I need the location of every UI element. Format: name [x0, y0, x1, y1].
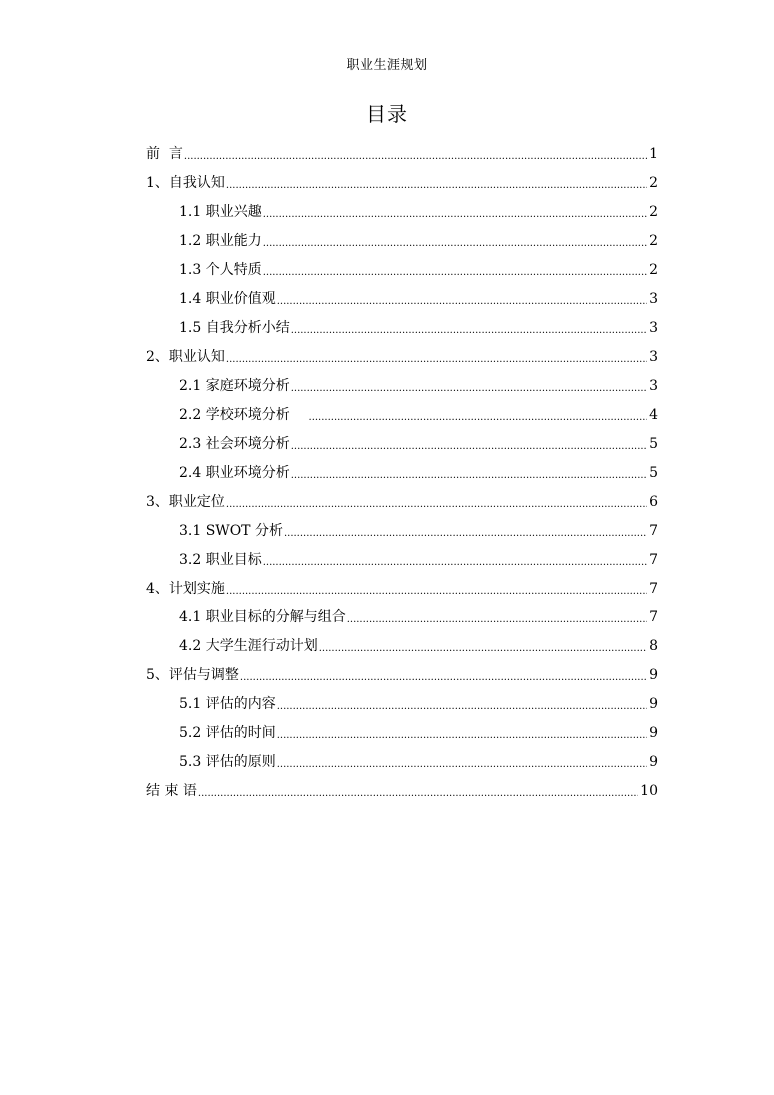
toc-dot-leader	[291, 322, 647, 340]
toc-section-entry[interactable]	[146, 429, 658, 458]
toc-page-number: 3	[649, 320, 658, 337]
toc-page-number: 1	[649, 146, 658, 163]
toc-dot-leader	[347, 611, 647, 629]
toc-section-entry[interactable]	[146, 400, 658, 429]
toc-section-entry[interactable]	[146, 719, 658, 748]
toc-page-number: 3	[649, 377, 658, 394]
toc-page-number: 7	[649, 580, 658, 597]
toc-section-entry[interactable]	[146, 458, 658, 487]
toc-entry-label: 1.1 职业兴趣	[179, 204, 262, 221]
toc-entry-label: 2.4 职业环境分析	[179, 464, 290, 481]
toc-section-entry[interactable]	[146, 545, 658, 574]
toc-dot-leader	[263, 235, 647, 253]
toc-dot-leader	[291, 467, 647, 485]
toc-page-number: 2	[649, 204, 658, 221]
toc-entry-label: 5.2 评估的时间	[179, 725, 276, 742]
toc-section-entry[interactable]	[146, 256, 658, 285]
toc-section-entry[interactable]	[146, 314, 658, 343]
toc-dot-leader	[277, 727, 647, 745]
toc-dot-leader	[309, 409, 648, 427]
toc-entry-label: 前 言	[146, 146, 183, 163]
toc-entry-label: 3.1 SWOT 分析	[179, 522, 283, 539]
toc-chapter-entry[interactable]	[146, 661, 658, 690]
toc-entry-label: 5、评估与调整	[146, 667, 239, 684]
toc-section-entry[interactable]	[146, 632, 658, 661]
toc-dot-leader	[319, 640, 647, 658]
toc-chapter-entry[interactable]	[146, 487, 658, 516]
toc-entry-label: 2.2 学校环境分析	[179, 406, 308, 423]
toc-entry-label: 4、计划实施	[146, 580, 225, 597]
toc-section-entry[interactable]	[146, 227, 658, 256]
toc-page-number: 3	[649, 291, 658, 308]
toc-page-number: 6	[649, 493, 658, 510]
toc-dot-leader	[284, 525, 647, 543]
toc-page-number: 2	[649, 262, 658, 279]
toc-page-number: 4	[649, 406, 658, 423]
toc-page-number: 9	[649, 754, 658, 771]
toc-page-number: 9	[649, 696, 658, 713]
toc-section-entry[interactable]	[146, 516, 658, 545]
toc-entry-label: 1.2 职业能力	[179, 233, 262, 250]
toc-dot-leader	[198, 785, 638, 803]
toc-dot-leader	[291, 438, 647, 456]
toc-dot-leader	[263, 206, 647, 224]
toc-dot-leader	[226, 583, 647, 601]
toc-chapter-entry[interactable]	[146, 140, 658, 169]
toc-section-entry[interactable]	[146, 198, 658, 227]
toc-section-entry[interactable]	[146, 748, 658, 777]
toc-page-number: 9	[649, 725, 658, 742]
toc-dot-leader	[226, 177, 647, 195]
toc-entry-label: 4.2 大学生涯行动计划	[179, 638, 318, 655]
toc-dot-leader	[277, 293, 647, 311]
toc-page-number: 2	[649, 175, 658, 192]
toc-dot-leader	[277, 698, 647, 716]
toc-entry-label: 1、自我认知	[146, 175, 225, 192]
toc-page-number: 3	[649, 349, 658, 366]
toc-entry-label: 1.3 个人特质	[179, 262, 262, 279]
toc-page-number: 10	[640, 783, 658, 800]
toc-section-entry[interactable]	[146, 603, 658, 632]
toc-chapter-entry[interactable]	[146, 343, 658, 372]
toc-chapter-entry[interactable]	[146, 574, 658, 603]
toc-dot-leader	[184, 148, 647, 166]
toc-dot-leader	[291, 380, 647, 398]
toc-entry-label: 5.1 评估的内容	[179, 696, 276, 713]
toc-section-entry[interactable]	[146, 372, 658, 401]
toc-entry-label: 5.3 评估的原则	[179, 754, 276, 771]
toc-page-number: 2	[649, 233, 658, 250]
toc-entry-label: 1.4 职业价值观	[179, 291, 276, 308]
toc-title: 目录	[366, 102, 408, 126]
toc-dot-leader	[263, 264, 647, 282]
toc-chapter-entry[interactable]	[146, 169, 658, 198]
toc-page-number: 7	[649, 522, 658, 539]
running-header: 职业生涯规划	[346, 58, 428, 73]
toc-page-number: 5	[649, 464, 658, 481]
toc-page-number: 7	[649, 609, 658, 626]
toc-entry-label: 2.1 家庭环境分析	[179, 377, 290, 394]
toc-dot-leader	[263, 554, 647, 572]
toc-dot-leader	[240, 669, 647, 687]
toc-entry-label: 2.3 社会环境分析	[179, 435, 290, 452]
toc-entry-label: 2、职业认知	[146, 349, 225, 366]
toc-chapter-entry[interactable]	[146, 777, 658, 806]
toc-dot-leader	[226, 351, 647, 369]
toc-entry-label: 1.5 自我分析小结	[179, 320, 290, 337]
toc-section-entry[interactable]	[146, 690, 658, 719]
toc-page-number: 9	[649, 667, 658, 684]
table-of-contents	[146, 140, 658, 806]
toc-dot-leader	[226, 496, 647, 514]
toc-page-number: 5	[649, 435, 658, 452]
toc-entry-label: 3.2 职业目标	[179, 551, 262, 568]
toc-section-entry[interactable]	[146, 285, 658, 314]
toc-entry-label: 结 束 语	[146, 783, 197, 800]
toc-page-number: 8	[649, 638, 658, 655]
toc-entry-label: 3、职业定位	[146, 493, 225, 510]
toc-entry-label: 4.1 职业目标的分解与组合	[179, 609, 346, 626]
toc-page-number: 7	[649, 551, 658, 568]
toc-dot-leader	[277, 756, 647, 774]
